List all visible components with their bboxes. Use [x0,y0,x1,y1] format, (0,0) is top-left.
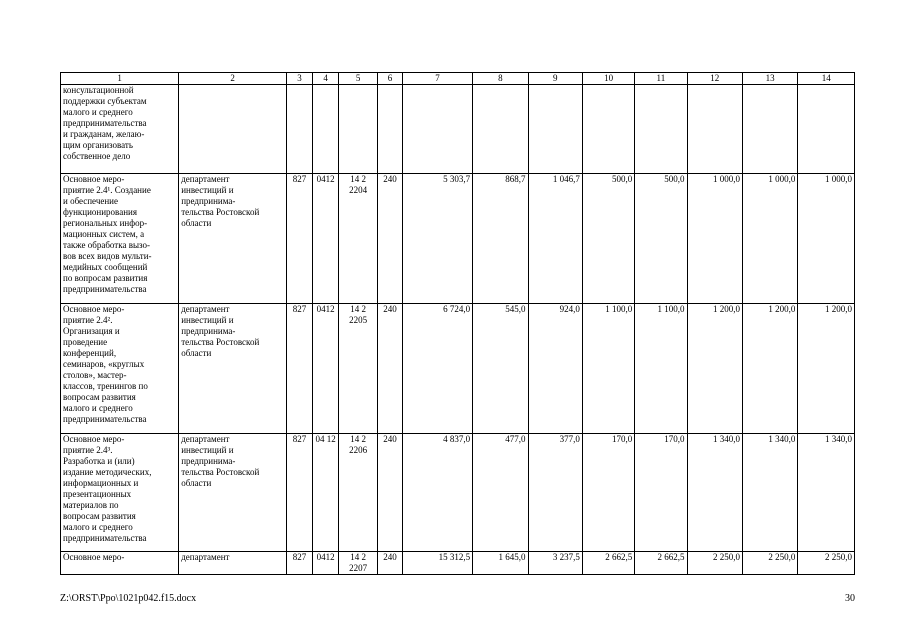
amount-cell: 545,0 [473,304,528,434]
column-number: 1 [61,73,179,85]
amount-cell: 1 100,0 [582,304,634,434]
vr-cell: 240 [377,304,402,434]
amount-cell: 1 000,0 [687,174,742,304]
amount-cell: 2 662,5 [582,552,634,575]
column-number: 13 [742,73,797,85]
amount-cell [528,85,582,174]
csr-cell: 14 2 2207 [339,552,378,575]
table-row [61,552,855,575]
rzpr-cell: 04 12 [313,434,339,552]
amount-cell: 2 250,0 [798,552,855,575]
amount-cell: 3 237,5 [528,552,582,575]
amount-cell: 1 340,0 [798,434,855,552]
event-name-cell: Основное меро- [61,552,179,575]
page-number: 30 [845,593,855,604]
amount-cell [742,85,797,174]
amount-cell: 500,0 [582,174,634,304]
amount-cell: 924,0 [528,304,582,434]
rzpr-cell: 0412 [313,552,339,575]
amount-cell: 5 303,7 [403,174,473,304]
csr-cell: 14 2 2205 [339,304,378,434]
amount-cell: 15 312,5 [403,552,473,575]
amount-cell: 4 837,0 [403,434,473,552]
column-number: 11 [635,73,687,85]
amount-cell: 2 250,0 [742,552,797,575]
vr-cell [377,85,402,174]
column-number: 3 [286,73,312,85]
table-row [61,174,855,304]
vr-cell: 240 [377,552,402,575]
amount-cell: 170,0 [582,434,634,552]
amount-cell: 1 000,0 [742,174,797,304]
column-number: 10 [582,73,634,85]
column-number: 4 [313,73,339,85]
grbs-cell: 827 [286,552,312,575]
amount-cell: 1 046,7 [528,174,582,304]
column-number: 2 [179,73,287,85]
amount-cell [473,85,528,174]
column-number: 6 [377,73,402,85]
rzpr-cell: 0412 [313,304,339,434]
amount-cell: 1 340,0 [742,434,797,552]
amount-cell: 500,0 [635,174,687,304]
amount-cell [403,85,473,174]
table-row [61,304,855,434]
table-row [61,434,855,552]
grbs-cell: 827 [286,304,312,434]
amount-cell: 170,0 [635,434,687,552]
amount-cell: 1 340,0 [687,434,742,552]
column-number: 14 [798,73,855,85]
amount-cell: 1 100,0 [635,304,687,434]
column-number-row [61,73,855,85]
column-number: 12 [687,73,742,85]
amount-cell: 1 200,0 [798,304,855,434]
executor-cell: департамент инвестиций и предпринима- тельства Ростовской области [179,174,287,304]
vr-cell: 240 [377,434,402,552]
event-name-cell: Основное меро- приятие 2.4³. Разработка и (или) издание методических, информационных и презентационных материалов по вопросам развития малого и среднего предпринимательства [61,434,179,552]
amount-cell: 1 000,0 [798,174,855,304]
grbs-cell [286,85,312,174]
amount-cell: 868,7 [473,174,528,304]
csr-cell: 14 2 2204 [339,174,378,304]
amount-cell: 6 724,0 [403,304,473,434]
column-number: 8 [473,73,528,85]
amount-cell [582,85,634,174]
amount-cell: 377,0 [528,434,582,552]
event-name-cell: Основное меро- приятие 2.4². Организация и проведение конференций, семинаров, «круглых столов», мастер- классов, тренингов по вопросам развития малого и среднего предпринимательства [61,304,179,434]
executor-cell: департамент [179,552,287,575]
rzpr-cell: 0412 [313,174,339,304]
grbs-cell: 827 [286,174,312,304]
amount-cell: 477,0 [473,434,528,552]
grbs-cell: 827 [286,434,312,552]
footer-file-path: Z:\ORST\Ppo\1021p042.f15.docx [60,593,197,604]
amount-cell: 2 662,5 [635,552,687,575]
csr-cell [339,85,378,174]
column-number: 7 [403,73,473,85]
amount-cell: 2 250,0 [687,552,742,575]
event-name-cell: консультационной поддержки субъектам малого и среднего предпринимательства и гражданам, желаю- щим организовать собственное дело [61,85,179,174]
amount-cell [798,85,855,174]
amount-cell [635,85,687,174]
amount-cell [687,85,742,174]
column-number: 9 [528,73,582,85]
amount-cell: 1 200,0 [687,304,742,434]
event-name-cell: Основное меро- приятие 2.4¹. Создание и обеспечение функционирования региональных инфор- мационных систем, а также обработка вызо- вов всех видов мульти- медийных сообщений по вопросам развития предпринимательства [61,174,179,304]
csr-cell: 14 2 2206 [339,434,378,552]
amount-cell: 1 200,0 [742,304,797,434]
executor-cell: департамент инвестиций и предпринима- тельства Ростовской области [179,304,287,434]
budget-table [60,72,855,575]
executor-cell: департамент инвестиций и предпринима- тельства Ростовской области [179,434,287,552]
rzpr-cell [313,85,339,174]
table-row [61,85,855,174]
amount-cell: 1 645,0 [473,552,528,575]
column-number: 5 [339,73,378,85]
vr-cell: 240 [377,174,402,304]
executor-cell [179,85,287,174]
